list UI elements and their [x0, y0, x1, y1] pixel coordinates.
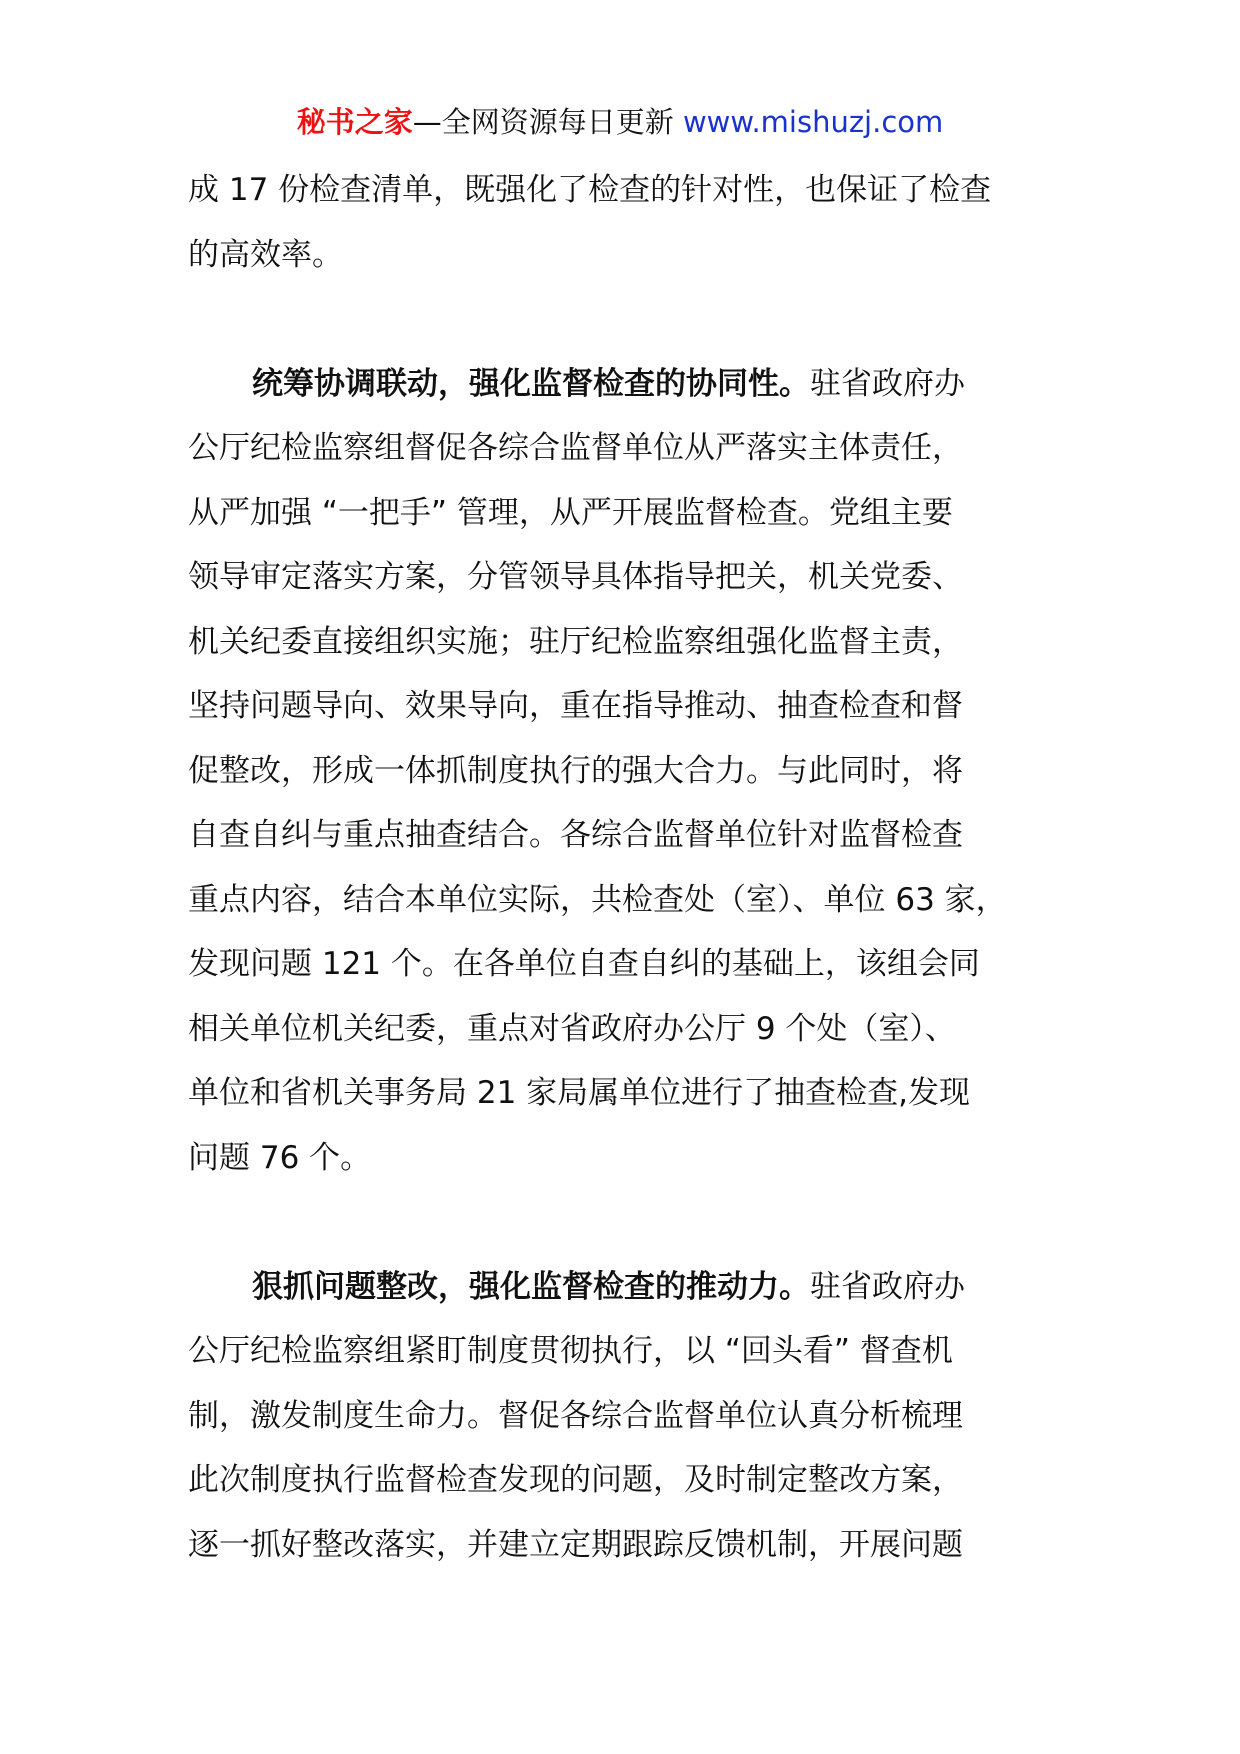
- paragraph-heading: 统筹协调联动，强化监督检查的协同性。: [252, 365, 810, 402]
- paragraph-3: [188, 1255, 1088, 1578]
- paragraph-first-line: [188, 352, 1088, 417]
- text-line: 公厅纪检监察组紧盯制度贯彻执行，以 “回头看” 督查机: [188, 1333, 953, 1369]
- text-line: 此次制度执行监督检查发现的问题，及时制定整改方案，: [188, 1462, 963, 1498]
- text-line: 领导审定落实方案，分管领导具体指导把关，机关党委、: [188, 559, 963, 595]
- paragraph-1: [188, 158, 1088, 287]
- paragraph-2: [188, 352, 1088, 1191]
- paragraph-gap: [188, 1190, 1088, 1255]
- text-run: 驻省政府办: [810, 1268, 965, 1305]
- text-line: 发现问题 121 个。在各单位自查自纠的基础上，该组会同: [188, 946, 980, 982]
- text-line: 逐一抓好整改落实，并建立定期跟踪反馈机制，开展问题: [188, 1526, 963, 1563]
- text-line: 自查自纠与重点抽查结合。各综合监督单位针对监督检查: [188, 817, 963, 853]
- text-line: 相关单位机关纪委，重点对省政府办公厅 9 个处（室）、: [188, 1010, 956, 1047]
- text-line: 从严加强 “一把手” 管理，从严开展监督检查。党组主要: [188, 494, 953, 531]
- text-run: 驻省政府办: [810, 365, 965, 402]
- text-line: 机关纪委直接组织实施；驻厅纪检监察组强化监督主责，: [188, 623, 963, 660]
- brand-name: 秘书之家: [296, 105, 413, 139]
- text-line: 重点内容，结合本单位实际，共检查处（室）、单位 63 家，: [188, 881, 1007, 918]
- text-line: 坚持问题导向、效果导向，重在指导推动、抽查检查和督: [188, 688, 963, 724]
- website-link[interactable]: www.mishuzj.com: [682, 105, 944, 139]
- paragraph-first-line: [188, 1255, 1088, 1320]
- document-body: [188, 158, 1088, 1577]
- text-line: 公厅纪检监察组督促各综合监督单位从严落实主体责任，: [188, 430, 963, 466]
- document-header: [0, 100, 1240, 144]
- paragraph-heading: 狠抓问题整改，强化监督检查的推动力。: [252, 1268, 810, 1305]
- text-line: 成 17 份检查清单，既强化了检查的针对性，也保证了检查: [188, 172, 992, 208]
- header-tagline: —全网资源每日更新: [412, 105, 683, 139]
- text-line: 问题 76 个。: [188, 1139, 372, 1176]
- text-line: 的高效率。: [188, 236, 343, 273]
- paragraph-gap: [188, 287, 1088, 352]
- text-line: 促整改，形成一体抓制度执行的强大合力。与此同时，将: [188, 752, 963, 789]
- text-line: 单位和省机关事务局 21 家局属单位进行了抽查检查,发现: [188, 1075, 971, 1111]
- text-line: 制，激发制度生命力。督促各综合监督单位认真分析梳理: [188, 1397, 963, 1434]
